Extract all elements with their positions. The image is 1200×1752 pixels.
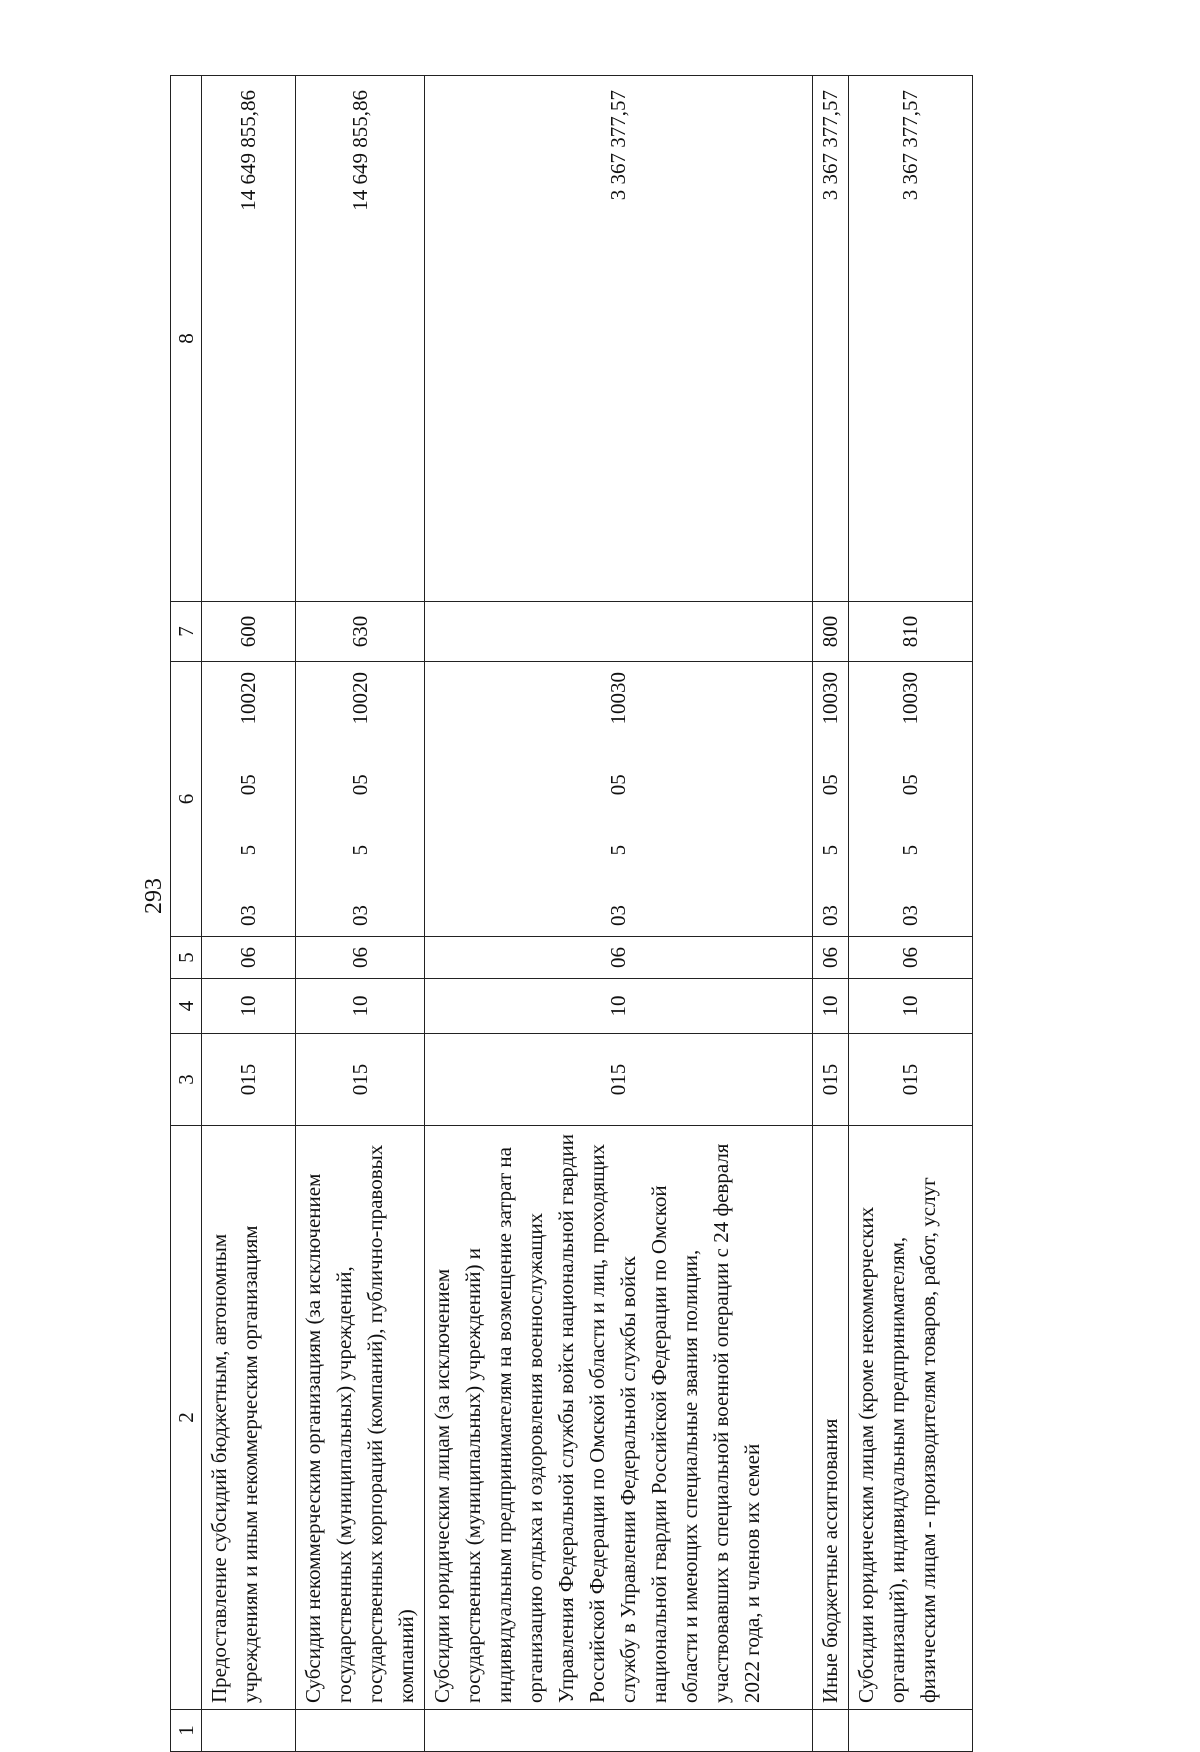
admin-code-cell: 015 bbox=[813, 1034, 849, 1126]
item-name-cell: Предоставление субсидий бюджетным, автономным учреждениям и иным некоммерческим организациям bbox=[202, 1126, 296, 1710]
item-name-cell: Субсидии юридическим лицам (кроме некоммерческих организаций), индивидуальным предпринимателям, физическим лицам - производителям товаров, работ, услуг bbox=[849, 1126, 973, 1710]
item-name-cell: Иные бюджетные ассигнования bbox=[813, 1126, 849, 1710]
table-header-row bbox=[171, 76, 202, 1752]
admin-code-cell: 015 bbox=[202, 1034, 296, 1126]
section-code-cell: 10 bbox=[296, 979, 425, 1034]
section-code-cell: 10 bbox=[425, 979, 813, 1034]
amount-cell: 14 649 855,86 bbox=[202, 76, 296, 602]
expense-type-cell: 600 bbox=[202, 602, 296, 662]
target-article-part: 05 bbox=[236, 774, 260, 796]
row-number-cell bbox=[296, 1710, 425, 1752]
section-code-cell: 10 bbox=[813, 979, 849, 1034]
target-article-part: 03 bbox=[236, 905, 260, 926]
target-article-part: 03 bbox=[606, 905, 630, 926]
target-article-part: 5 bbox=[347, 844, 372, 856]
row-number-cell bbox=[849, 1710, 973, 1752]
header-cell: 3 bbox=[171, 1034, 202, 1126]
subsection-code-cell: 06 bbox=[813, 937, 849, 979]
target-article-part: 10020 bbox=[347, 672, 372, 725]
target-article-part: 10030 bbox=[898, 672, 922, 725]
table-row bbox=[296, 76, 425, 1752]
admin-code-cell: 015 bbox=[849, 1034, 973, 1126]
table-row bbox=[425, 76, 813, 1752]
row-number-cell bbox=[202, 1710, 296, 1752]
target-article-part: 5 bbox=[898, 844, 922, 856]
subsection-code-cell: 06 bbox=[849, 937, 973, 979]
document-page bbox=[140, 76, 982, 1752]
target-article-part: 5 bbox=[818, 844, 842, 856]
expense-type-cell: 800 bbox=[813, 602, 849, 662]
target-article-part: 05 bbox=[347, 774, 372, 796]
section-code-cell: 10 bbox=[202, 979, 296, 1034]
expense-type-cell bbox=[425, 602, 813, 662]
page-number: 293 bbox=[141, 878, 167, 914]
amount-cell: 3 367 377,57 bbox=[849, 76, 973, 602]
amount-cell: 3 367 377,57 bbox=[813, 76, 849, 602]
amount-cell: 3 367 377,57 bbox=[425, 76, 813, 602]
subsection-code-cell: 06 bbox=[202, 937, 296, 979]
subsection-code-cell: 06 bbox=[425, 937, 813, 979]
item-name-cell: Субсидии юридическим лицам (за исключением государственных (муниципальных) учреждений) и индивидуальным предпринимателям на возмещение затрат на организацию отдыха и оздоровления военнослужащих Управления Федеральной службы войск национальной гвардии Российской Федерации по Омской области и лиц, проходящих службу в Управлении Федеральной службы войск национальной гвардии Российской Федерации по Омской области и имеющих специальные звания полиции, участвовавших в специальной военной операции с 24 февраля 2022 года, и членов их семей bbox=[425, 1126, 813, 1710]
target-article-part: 03 bbox=[347, 905, 372, 926]
target-article-cell bbox=[849, 662, 973, 937]
row-number-cell bbox=[425, 1710, 813, 1752]
target-article-cell bbox=[425, 662, 813, 937]
amount-cell: 14 649 855,86 bbox=[296, 76, 425, 602]
table-row bbox=[813, 76, 849, 1752]
header-cell: 7 bbox=[171, 602, 202, 662]
target-article-part: 05 bbox=[606, 774, 630, 796]
target-article-part: 05 bbox=[818, 774, 842, 796]
target-article-part: 10030 bbox=[606, 672, 630, 725]
target-article-cell bbox=[202, 662, 296, 937]
header-cell: 1 bbox=[171, 1710, 202, 1752]
expense-type-cell: 630 bbox=[296, 602, 425, 662]
row-number-cell bbox=[813, 1710, 849, 1752]
target-article-part: 03 bbox=[818, 905, 842, 926]
subsection-code-cell: 06 bbox=[296, 937, 425, 979]
target-article-part: 5 bbox=[606, 844, 630, 856]
target-article-part: 10030 bbox=[818, 672, 842, 725]
header-cell: 6 bbox=[171, 662, 202, 937]
expense-type-cell: 810 bbox=[849, 602, 973, 662]
header-cell: 2 bbox=[171, 1126, 202, 1710]
table-row bbox=[202, 76, 296, 1752]
table-row bbox=[849, 76, 973, 1752]
target-article-part: 10020 bbox=[236, 672, 260, 725]
section-code-cell: 10 bbox=[849, 979, 973, 1034]
header-cell: 4 bbox=[171, 979, 202, 1034]
target-article-part: 5 bbox=[236, 844, 260, 856]
target-article-part: 03 bbox=[898, 905, 922, 926]
target-article-part: 05 bbox=[898, 774, 922, 796]
admin-code-cell: 015 bbox=[425, 1034, 813, 1126]
item-name-cell: Субсидии некоммерческим организациям (за исключением государственных (муниципальных) учреждений, государственных корпораций (компаний), публично-правовых компаний) bbox=[296, 1126, 425, 1710]
target-article-cell bbox=[813, 662, 849, 937]
header-cell: 5 bbox=[171, 937, 202, 979]
budget-table bbox=[170, 75, 973, 1752]
header-cell: 8 bbox=[171, 76, 202, 602]
target-article-cell bbox=[296, 662, 425, 937]
admin-code-cell: 015 bbox=[296, 1034, 425, 1126]
